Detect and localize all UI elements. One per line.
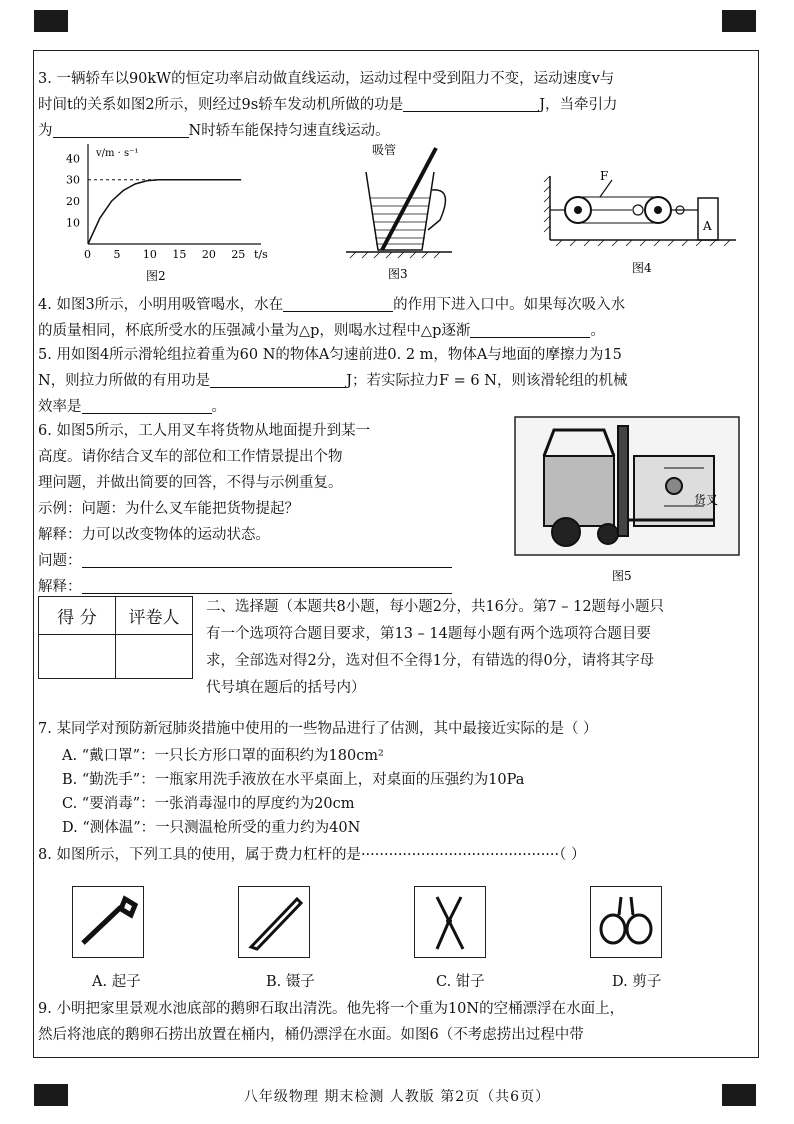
bottle-opener-icon [83, 899, 135, 943]
corner-mark-top-right [722, 10, 756, 32]
figure-2-chart [60, 140, 280, 285]
q5-line3: 效率是 。 [38, 399, 226, 415]
q8-option-a[interactable]: A. 起子 [92, 974, 141, 990]
q5-blank-efficiency[interactable] [82, 397, 212, 414]
chart-xlabel: t/s [254, 248, 268, 261]
q6-line3: 理问题，并做出简要的回答，不得与示例重复。 [38, 475, 343, 491]
fig4-caption: 图4 [632, 261, 652, 275]
fig5-caption: 图5 [612, 569, 632, 583]
section2-line2: 有一个选项符合题目要求，第13 – 14题每小题有两个选项符合题目要 [206, 626, 651, 642]
straw-label: 吸管 [372, 143, 397, 157]
page-footer: 八年级物理 期末检测 人教版 第2页（共6页） [243, 1089, 551, 1105]
section-2-instructions [206, 594, 754, 702]
q6-blank-answer[interactable] [82, 577, 452, 594]
q4-blank-cause[interactable] [283, 295, 393, 312]
chart-x-tick-label: 0 [84, 248, 91, 261]
corner-mark-top-left [34, 10, 68, 32]
chart-y-tick-label: 10 [66, 216, 80, 230]
chart-ylabel: v/m · s⁻¹ [96, 148, 139, 159]
tool-pliers[interactable] [414, 886, 486, 958]
section2-line1: 二、选择题（本题共8小题，每小题2分，共16分。第7 – 12题每小题只 [206, 599, 665, 615]
q6-line1: 6. 如图5所示，工人用叉车将货物从地面提升到某一 [38, 423, 371, 439]
q5-blank-useful-work[interactable] [210, 371, 346, 388]
question-7 [38, 716, 754, 742]
fig3-caption: 图3 [388, 267, 408, 281]
section2-line3: 求，全部选对得2分，选对但不全得1分，有错选的得0分，请将其字母 [206, 653, 655, 669]
q6-line4: 示例：问题：为什么叉车能把货物提起？ [38, 501, 299, 517]
q9-line2: 然后将池底的鹅卵石捞出放置在桶内，桶仍漂浮在水面。如图6（不考虑捞出过程中带 [38, 1027, 584, 1043]
chart-x-tick-label: 10 [142, 248, 157, 261]
question-9 [38, 996, 754, 1048]
q8-option-b[interactable]: B. 镊子 [266, 974, 315, 990]
section2-line4: 代号填在题后的括号内） [206, 680, 366, 696]
water-lines [370, 198, 430, 244]
q5-line1: 5. 用如图4所示滑轮组拉着重为60 N的物体A匀速前进0. 2 m，物体A与地面的摩擦力为15 [38, 347, 622, 363]
q6-question-line: 问题： [38, 548, 508, 574]
tool-bottle-opener[interactable] [72, 886, 144, 958]
chart-caption: 图2 [146, 269, 166, 283]
chart-x-tick-label: 25 [231, 248, 246, 261]
score-header-grader: 评卷人 [116, 597, 193, 635]
fork-label: 货叉 [694, 493, 719, 507]
scissors-icon [601, 897, 651, 943]
chart-series-line [88, 180, 241, 244]
q3-blank-work[interactable] [403, 95, 539, 112]
q6-line2: 高度。请你结合叉车的部位和工作情景提出个物 [38, 449, 343, 465]
score-table [38, 596, 193, 679]
q9-line1: 9. 小明把家里景观水池底部的鹅卵石取出清洗。他先将一个重为10N的空桶漂浮在水面上， [38, 1001, 625, 1017]
q8-stem: 8. 如图所示，下列工具的使用，属于费力杠杆的是···········································（ ） [38, 847, 586, 863]
question-6 [38, 418, 508, 600]
straw-icon [382, 148, 436, 250]
question-8 [38, 842, 754, 868]
q7-stem: 7. 某同学对预防新冠肺炎措施中使用的一些物品进行了估测，其中最接近实际的是（ ） [38, 721, 598, 737]
force-label: F [600, 169, 609, 183]
q5-line2: N，则拉力所做的有用功是 J；若实际拉力F = 6 N，则该滑轮组的机械 [38, 373, 628, 389]
chart-y-tick-label: 30 [66, 173, 80, 187]
q7-options [62, 744, 524, 840]
q6-answer-line: 解释： [38, 574, 508, 600]
q4-blank-trend[interactable] [470, 321, 590, 338]
q8-option-d[interactable]: D. 剪子 [612, 974, 662, 990]
q7-option-a[interactable]: A. “戴口罩”：一只长方形口罩的面积约为180cm² [62, 748, 384, 764]
question-5 [38, 342, 754, 420]
tweezers-icon [251, 899, 301, 949]
chart-x-tick-label: 15 [172, 248, 187, 261]
question-4 [38, 292, 754, 344]
q4-line1: 4. 如图3所示，小明用吸管喝水，水在 的作用下进入口中。如果每次吸入水 [38, 297, 626, 313]
figure-3-cup [336, 140, 466, 285]
q3-line1: 3. 一辆轿车以90kW的恒定功率启动做直线运动，运动过程中受到阻力不变，运动速度v与 [38, 71, 615, 87]
q7-option-b[interactable]: B. “勤洗手”：一瓶家用洗手液放在水平桌面上，对桌面的压强约为10Pa [62, 772, 525, 788]
figure-5-forklift [514, 416, 740, 586]
chart-y-tick-label: 20 [66, 195, 80, 209]
q4-line2: 的质量相同，杯底所受水的压强减小量为△p，则喝水过程中△p逐渐 。 [38, 323, 605, 339]
grader-cell[interactable] [116, 635, 193, 679]
block-label: A [703, 219, 712, 233]
q7-option-c[interactable]: C. “要消毒”：一张消毒湿巾的厚度约为20cm [62, 796, 355, 812]
chart-x-tick-label: 20 [201, 248, 216, 261]
q8-option-c[interactable]: C. 钳子 [436, 974, 485, 990]
q6-blank-question[interactable] [82, 551, 452, 568]
score-cell[interactable] [39, 635, 116, 679]
q3-line2: 时间t的关系如图2所示，则经过9s轿车发动机所做的功是 J，当牵引力 [38, 97, 618, 113]
figure-4-pulley [540, 160, 740, 280]
chart-y-tick-label: 40 [66, 152, 80, 166]
tool-tweezers[interactable] [238, 886, 310, 958]
q7-option-d[interactable]: D. “测体温”：一只测温枪所受的重力约为40N [62, 820, 361, 836]
q6-line5: 解释：力可以改变物体的运动状态。 [38, 527, 270, 543]
q3-blank-force[interactable] [53, 121, 189, 138]
score-header-score: 得 分 [39, 597, 116, 635]
chart-x-tick-label: 5 [113, 248, 121, 261]
tool-scissors[interactable] [590, 886, 662, 958]
q3-line3: 为 N时轿车能保持匀速直线运动。 [38, 123, 390, 139]
question-3 [38, 66, 754, 144]
